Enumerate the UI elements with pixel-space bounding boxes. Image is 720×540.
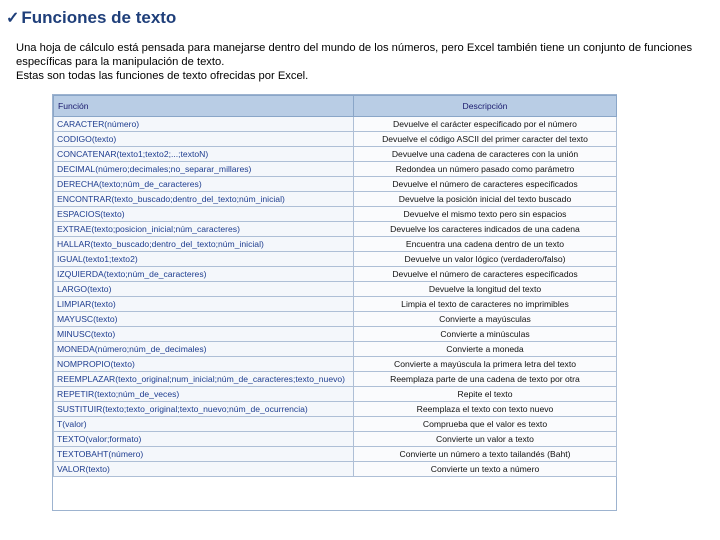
table-row: [54, 402, 617, 417]
table-row: [54, 162, 617, 177]
table-row: [54, 312, 617, 327]
description-cell: Convierte a mayúscula la primera letra del texto: [354, 357, 617, 372]
table-row: [54, 267, 617, 282]
intro-paragraph-1: Una hoja de cálculo está pensada para manejarse dentro del mundo de los números, pero Excel también tiene un conjunto de funciones específicas para la manipulación de texto.: [16, 42, 693, 68]
description-cell: Convierte un número a texto tailandés (Baht): [354, 447, 617, 462]
function-cell: TEXTO(valor;formato): [54, 432, 354, 447]
description-cell: Devuelve el número de caracteres especificados: [354, 267, 617, 282]
description-cell: Devuelve el código ASCII del primer caracter del texto: [354, 132, 617, 147]
function-cell: CARACTER(número): [54, 117, 354, 132]
table-row: [54, 192, 617, 207]
description-cell: Devuelve una cadena de caracteres con la unión: [354, 147, 617, 162]
table-row: [54, 132, 617, 147]
description-cell: Convierte un valor a texto: [354, 432, 617, 447]
function-cell: EXTRAE(texto;posicion_inicial;núm_caracteres): [54, 222, 354, 237]
table-row: [54, 417, 617, 432]
description-cell: Devuelve la longitud del texto: [354, 282, 617, 297]
function-cell: IGUAL(texto1;texto2): [54, 252, 354, 267]
function-cell: MONEDA(número;núm_de_decimales): [54, 342, 354, 357]
description-cell: Convierte a moneda: [354, 342, 617, 357]
description-cell: Repite el texto: [354, 387, 617, 402]
table-row: [54, 252, 617, 267]
table-row: [54, 342, 617, 357]
description-cell: Limpia el texto de caracteres no imprimibles: [354, 297, 617, 312]
table-row: [54, 297, 617, 312]
function-cell: ENCONTRAR(texto_buscado;dentro_del_texto;núm_inicial): [54, 192, 354, 207]
functions-table: [53, 95, 617, 477]
header-function: Función: [54, 96, 354, 117]
table-row: [54, 282, 617, 297]
table-row: [54, 207, 617, 222]
description-cell: Devuelve el carácter especificado por el número: [354, 117, 617, 132]
description-cell: Reemplaza el texto con texto nuevo: [354, 402, 617, 417]
function-cell: CONCATENAR(texto1;texto2;...;textoN): [54, 147, 354, 162]
function-cell: NOMPROPIO(texto): [54, 357, 354, 372]
table-row: [54, 387, 617, 402]
table-row: [54, 372, 617, 387]
function-cell: TEXTOBAHT(número): [54, 447, 354, 462]
table-row: [54, 327, 617, 342]
description-cell: Reemplaza parte de una cadena de texto por otra: [354, 372, 617, 387]
description-cell: Devuelve el número de caracteres especificados: [354, 177, 617, 192]
table-row: [54, 357, 617, 372]
function-cell: LARGO(texto): [54, 282, 354, 297]
table-row: [54, 432, 617, 447]
description-cell: Devuelve el mismo texto pero sin espacios: [354, 207, 617, 222]
function-cell: HALLAR(texto_buscado;dentro_del_texto;núm_inicial): [54, 237, 354, 252]
table-row: [54, 147, 617, 162]
function-cell: SUSTITUIR(texto;texto_original;texto_nuevo;núm_de_ocurrencia): [54, 402, 354, 417]
table-row: [54, 117, 617, 132]
table-row: [54, 177, 617, 192]
table-row: [54, 447, 617, 462]
function-cell: ESPACIOS(texto): [54, 207, 354, 222]
table-row: [54, 462, 617, 477]
intro-paragraph-2: Estas son todas las funciones de texto ofrecidas por Excel.: [16, 70, 309, 82]
function-cell: T(valor): [54, 417, 354, 432]
page-title: [6, 8, 176, 28]
function-cell: LIMPIAR(texto): [54, 297, 354, 312]
function-cell: MINUSC(texto): [54, 327, 354, 342]
page-title-text: Funciones de texto: [21, 8, 177, 27]
function-cell: REEMPLAZAR(texto_original;num_inicial;núm_de_caracteres;texto_nuevo): [54, 372, 354, 387]
table-body: [54, 117, 617, 477]
description-cell: Redondea un número pasado como parámetro: [354, 162, 617, 177]
description-cell: Comprueba que el valor es texto: [354, 417, 617, 432]
description-cell: Convierte a mayúsculas: [354, 312, 617, 327]
header-description: Descripción: [354, 96, 617, 117]
description-cell: Convierte a minúsculas: [354, 327, 617, 342]
table-header-row: [54, 96, 617, 117]
description-cell: Devuelve un valor lógico (verdadero/falso): [354, 252, 617, 267]
function-cell: VALOR(texto): [54, 462, 354, 477]
function-cell: DECIMAL(número;decimales;no_separar_millares): [54, 162, 354, 177]
function-cell: CODIGO(texto): [54, 132, 354, 147]
description-cell: Devuelve los caracteres indicados de una cadena: [354, 222, 617, 237]
function-cell: REPETIR(texto;núm_de_veces): [54, 387, 354, 402]
description-cell: Convierte un texto a número: [354, 462, 617, 477]
checkmark-icon: ✓: [6, 10, 20, 27]
function-cell: IZQUIERDA(texto;núm_de_caracteres): [54, 267, 354, 282]
table-row: [54, 222, 617, 237]
description-cell: Encuentra una cadena dentro de un texto: [354, 237, 617, 252]
function-cell: MAYUSC(texto): [54, 312, 354, 327]
description-cell: Devuelve la posición inicial del texto buscado: [354, 192, 617, 207]
function-cell: DERECHA(texto;núm_de_caracteres): [54, 177, 354, 192]
intro-text: [16, 41, 706, 83]
table-row: [54, 237, 617, 252]
